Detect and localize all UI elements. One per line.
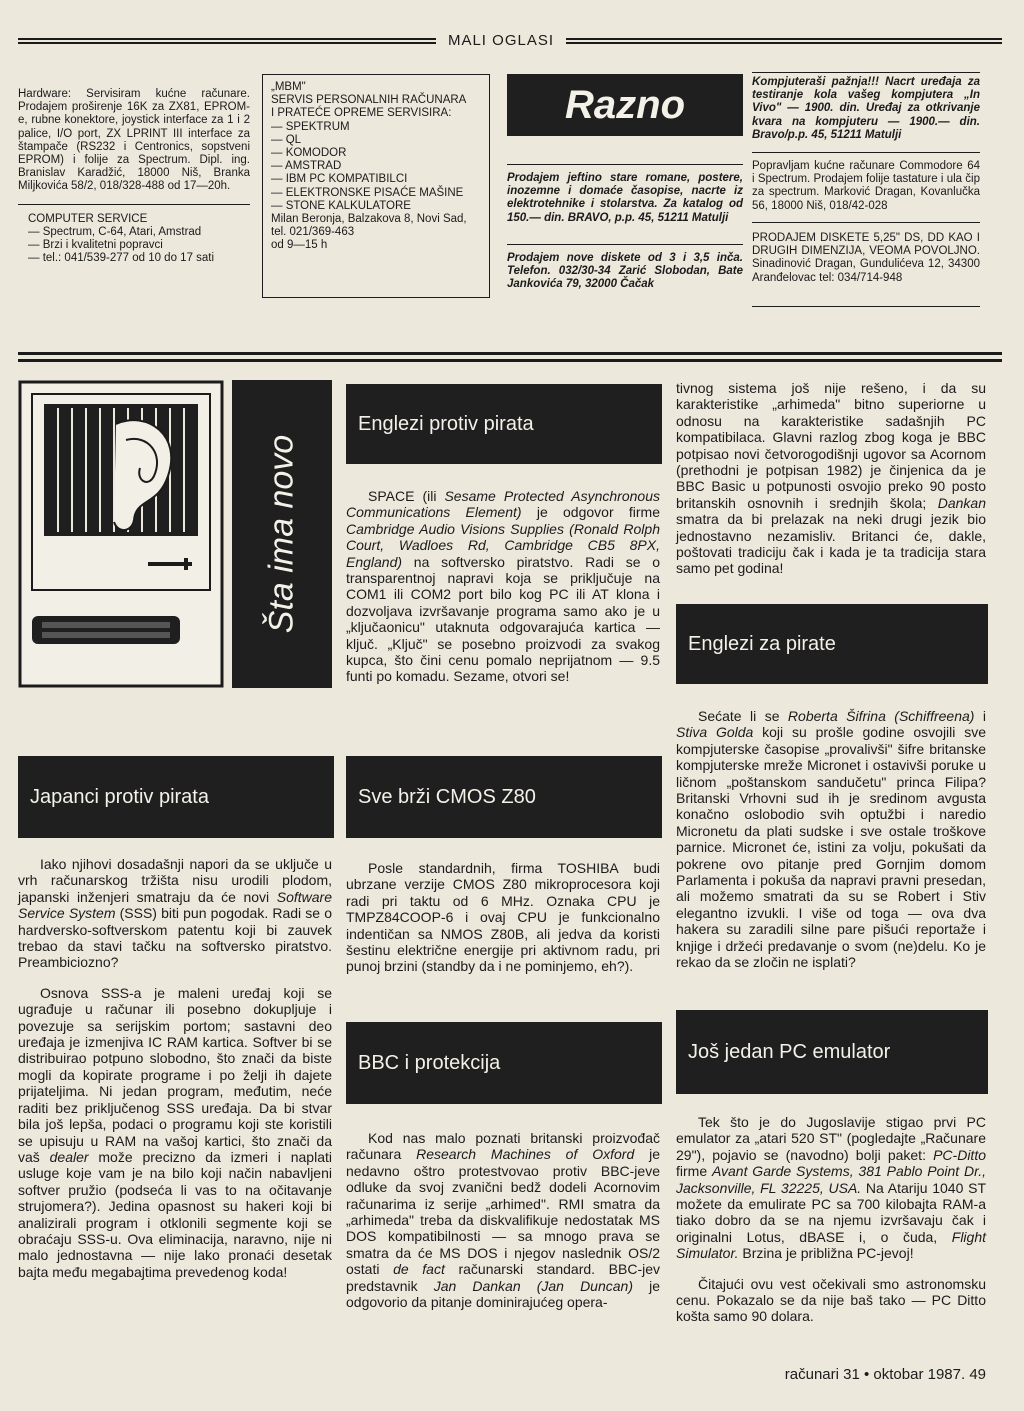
- article-paragraph: Tek što je do Jugoslavije stigao prvi PC emulator za „atari 520 ST" (pogledajte „Računare 29"), pojavio se (navodno) bolji paket: PC-Ditto firme Avant Garde Systems, 381 Pablo Point Dr., Jacksonville, FL 32225, USA. Na Atariju 1040 ST možete da emulirate PC sa 700 kilobajta RAM-a tiako dobro da se na njemu izvršavaju čak i originalni Lotus, dBASE i, o čuda, Flight Simulator. Brzina je približna PC-jevoj!: [676, 1114, 987, 1262]
- classified-ad-popravljam: Popravljam kućne računare Commodore 64 i Spectrum. Prodajem folije tastature i ula čip za spectrum. Marković Dragan, Kovanlučka 56, 18000 Niš, 018/42-028: [752, 160, 980, 212]
- service-line: COMPUTER SERVICE: [28, 212, 148, 225]
- article-paragraph: SPACE (ili Sesame Protected Asynchronous Communications Element) je odgovor firme Cambridge Audio Visions Supplies (Ronald Rolph Court, Wadloes Rd, Cambridge CB5 8PX, England) na softversko piratstvo. Radi se o transparentnoj napravi koja se priključuje na COM1 ili COM2 port bilo kog PC ili AT klona i dozvoljava izvršavanje programa samo ako je u „ključaonicu" utaknuta odgovarajuća kartica — ključ. „Ključ" se posebno proizvodi za svakog kupca, što čini cenu pomalo neprijatnom — 9.5 funti po komadu. Sezame, otvori se!: [346, 488, 660, 685]
- article-paragraph: Iako njihovi dosadašnji napori da se uključe u vrh računarskog tržišta nisu urodili plodom, japanski inženjeri smatraju da će novi Software Service System (SSS) biti pun pogodak. Radi se o hardversko-softverskom patentu koji bi zauvek trebao da stavi tačku na softversko piratstvo. Preambiciozno?: [18, 856, 333, 971]
- divider: [752, 72, 980, 73]
- classified-ad-diskete: Prodajem nove diskete od 3 i 3,5 inča. Telefon. 032/30-34 Zarić Slobodan, Bate Jankovića 79, 32000 Čačak: [507, 252, 743, 291]
- article-bbc-protekcija: [346, 1130, 660, 1324]
- ad-line: — QL: [271, 133, 302, 146]
- article-englezi-protiv-pirata: [346, 488, 660, 699]
- razno-banner: Razno: [507, 74, 743, 136]
- divider: [507, 244, 743, 245]
- headline-englezi-protiv-pirata: Englezi protiv pirata: [346, 384, 662, 464]
- section-banner-text: Šta ima novo: [262, 434, 301, 634]
- masthead-rule-right: [566, 38, 1002, 44]
- ad-line: od 9—15 h: [271, 239, 328, 252]
- section-banner-sta-ima-novo: [232, 380, 332, 688]
- ad-line: — ELEKTRONSKE PISAĆE MAŠINE: [271, 186, 464, 199]
- section-separator: [18, 352, 1002, 362]
- divider: [752, 152, 980, 153]
- classified-ad: Hardware: Servisiram kućne računare. Prodajem proširenje 16K za ZX81, EPROM-e, rubne konektore, joystick interface za 1 i 2 palice, I/O port, ZX LPRINT III interface za štampače (RS232 i Centronics, sopstveni EPROM) i folije za Spectrum. Dipl. ing. Branislav Karadžić, 18000 Niš, Branka Miljkovića 58/2, 018/328-488 od 17—20h.: [18, 88, 250, 193]
- ad-line: — IBM PC KOMPATIBILCI: [271, 173, 408, 186]
- headline-japanci-protiv-pirata: Japanci protiv pirata: [18, 756, 334, 838]
- article-paragraph: Čitajući ovu vest očekivali smo astronomsku cenu. Pokazalo se da nije baš tako — PC Ditto košta samo 90 dolara.: [676, 1275, 986, 1325]
- page-footer: računari 31 • oktobar 1987. 49: [784, 1366, 986, 1383]
- classified-ad-nacrt: Kompjuteraši pažnja!!! Nacrt uređaja za testiranje kola vašeg kompjutera „In Vivo" — 1900. din. Uređaj za otkrivanje kvara na kompjuteru — 1900.— din. Bravo/p.p. 45, 51211 Matulji: [752, 76, 980, 141]
- article-paragraph: Sećate li se Roberta Šifrina (Schiffreena) i Stiva Golda koji su prošle godine osvojili sve kompjuterske časopise „provalivši" šifre britanske kompjuterske mreže Micronet i ostavivši poruke u ličnom „poštanskom sandučetu" princa Filipa? Britanski Vrhovni sud ih je sredinom avgusta konačno oslobodio svih optužbi i naredio Micronetu da plati sudske i sve ostale troškove parnice. Micronet će, istini za volju, pokušati da pokrene ovo pitanje pred Gornjim domom Parlamenta i pokuša da napravi pravni presedan, ali možemo smatrati da su se Robert i Stiv elegantno izvukli. I više od toga — ova dva hakera su zaradili silne pare pišući reportaže i knjige i držeći predavanje o svom (ne)delu. Ko je rekao da se zločin ne isplati?: [676, 708, 987, 971]
- masthead-rule-left: [18, 38, 436, 44]
- article-englezi-za-pirate: [676, 708, 986, 985]
- divider: [507, 164, 743, 165]
- article-paragraph: tivnog sistema još nije rešeno, i da su karakteristike „arhimeda" bitno superiorne u odnosu na karakteristike sadašnjih PC kompatibilaca. Glavni razlog zbog koga je BBC potpisao novi četvorogodišnji ugovor sa Acornom (prethodni je potpisan 1982) je činjenica da je BBC Basic u potpunosti osvojio preko 90 posto britanskih osnovnih i srednjih škola; Dankan smatra da bi prelazak na neki drugi jezik bio jednostavno nezamisliv. Britanci će, dakle, poštovati tradiciju čak i kada je ta tradicija stara samo pet godina!: [676, 380, 986, 577]
- article-paragraph: Osnova SSS-a je maleni uređaj koji se ugrađuje u računar ili posebno dokupljuje i povezuje sa serijskim portom; sastavni deo uređaja je izmenjiva IC RAM kartica. Softver bi se distribuirao potpuno slobodno, što znači da biste mogli da kopirate programe i po želji ih dajete prijateljima. Ni jedan program, međutim, neće raditi bez priključenog SSS uređaja. Da bi stvar bila još lepša, podaci o programu koji ste koristili se upisuju u RAM na vašoj kartici, što znači da vaš dealer može precizno da izmeri i naplati usluge koje vam je na bilo koji način nabavljeni softver pružio (podseća li vas to na očitavanje strujomera?). Jedina opasnost su hakeri koji bi analizirali program i otklonili segmente koji se obraćaju SSS-u. Ova eliminacija, naravno, nije ni malo jednostavna — nije lako pronaći desetak bajta među megabajtima prevedenog koda!: [18, 984, 332, 1280]
- headline-bbc-protekcija: BBC i protekcija: [346, 1022, 662, 1104]
- classified-col-2: [262, 74, 490, 298]
- article-japanci-protiv-pirata: [18, 856, 332, 1294]
- article-paragraph: Posle standardnih, firma TOSHIBA budi ubrzane verzije CMOS Z80 mikroprocesora koji radi pri taktu od 6 MHz. Oznaka CPU je TMPZ84COOP-6 i ovaj CPU je funkcionalno indentičan sa NMOS Z80B, ali jedva da koristi šestinu električne energije pri aktivnom radu, pri punoj brzini (standby da i ne pominjemo, eh?).: [346, 860, 660, 975]
- article-paragraph: Kod nas malo poznati britanski proizvođač računara Research Machines of Oxford je nedavno oštro protestvovao protiv BBC-jeve odluke da svoj zvanični bedž dodeli Acornovim računarima iz serije „arhimed". RMI smatra da „arhimeda" treba da diskvalifikuje nedostatak MS DOS kompatibilnosti — sa mnogo prava se smatra da će MS DOS i njegov naslednik OS/2 ostati de fact računarski standard. BBC-jev predstavnik Jan Dankan (Jan Duncan) je odgovorio da pitanje dominirajućeg opera-: [346, 1130, 661, 1311]
- ad-line: „MBM": [271, 81, 306, 93]
- service-line: — tel.: 041/539-277 od 10 do 17 sati: [28, 252, 215, 265]
- article-bbc-continued: [676, 380, 986, 591]
- classified-ad-diskete-525: PRODAJEM DISKETE 5,25" DS, DD KAO I DRUGIH DIMENZIJA, VEOMA POVOLJNO. Sinadinović Dragan, Gundulićeva 12, 34300 Aranđelovac tel: 034/714-948: [752, 232, 980, 284]
- computer-illustration: [18, 380, 224, 688]
- article-cmos-z80: [346, 860, 660, 989]
- ad-line: — SPEKTRUM: [271, 120, 350, 133]
- ad-line: Milan Beronja, Balzakova 8, Novi Sad, tel. 021/369-463: [271, 213, 467, 239]
- classified-ad-service: [18, 213, 250, 266]
- service-line: — Spectrum, C-64, Atari, Amstrad: [28, 225, 202, 238]
- article-pc-emulator: [676, 1114, 986, 1339]
- computer-ear-icon: [18, 380, 224, 688]
- ad-line: — AMSTRAD: [271, 160, 342, 173]
- ad-line: SERVIS PERSONALNIH RAČUNARA: [271, 94, 467, 107]
- ad-line: — KOMODOR: [271, 147, 347, 160]
- headline-cmos-z80: Sve brži CMOS Z80: [346, 756, 662, 838]
- ad-line: — STONE KALKULATORE: [271, 199, 411, 212]
- divider: [18, 204, 250, 205]
- section-label: MALI OGLASI: [436, 32, 566, 49]
- headline-pc-emulator: Još jedan PC emulator: [676, 1010, 988, 1094]
- service-line: — Brzi i kvalitetni popravci: [28, 239, 163, 252]
- ad-line: I PRATEĆE OPREME SERVISIRA:: [271, 107, 452, 120]
- divider: [752, 306, 980, 307]
- classified-ad-romani: Prodajem jeftino stare romane, postere, inozemne i domaće časopise, nacrte iz elektrotehnike i stolarstva. Za katalog od 150.— din. BRAVO, p.p. 45, 51211 Matulji: [507, 172, 743, 224]
- divider: [752, 222, 980, 223]
- headline-englezi-za-pirate: Englezi za pirate: [676, 604, 988, 684]
- classified-col-1: [18, 88, 250, 265]
